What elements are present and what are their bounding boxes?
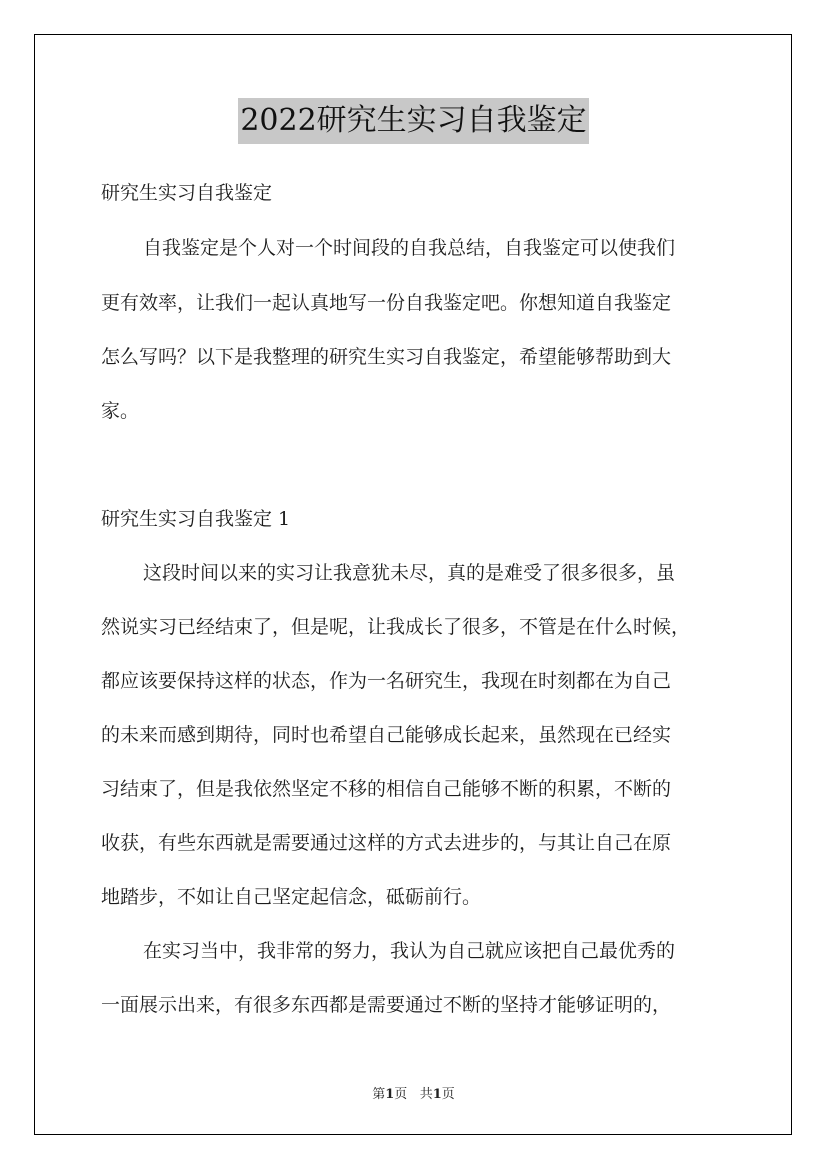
page-footer bbox=[0, 1083, 827, 1102]
paragraph-line: 怎么写吗？以下是我整理的研究生实习自我鉴定，希望能够帮助到大 bbox=[101, 346, 672, 368]
paragraph-line: 收获，有些东西就是需要通过这样的方式去进步的，与其让自己在原 bbox=[101, 832, 672, 854]
paragraph-line: 都应该要保持这样的状态，作为一名研究生，我现在时刻都在为自己 bbox=[101, 670, 672, 692]
footer-total-prefix: 共 bbox=[419, 1087, 433, 1102]
paragraph-line: 地踏步，不如让自己坚定起信念，砥砺前行。 bbox=[101, 886, 482, 908]
paragraph-line: 习结束了，但是我依然坚定不移的相信自己能够不断的积累，不断的 bbox=[101, 778, 672, 800]
subheading: 研究生实习自我鉴定 bbox=[101, 182, 273, 204]
paragraph-line: 然说实习已经结束了，但是呢，让我成长了很多，不管是在什么时候， bbox=[101, 616, 691, 638]
footer-page-suffix: 页 bbox=[394, 1087, 408, 1102]
paragraph-line: 的未来而感到期待，同时也希望自己能够成长起来，虽然现在已经实 bbox=[101, 724, 672, 746]
subheading: 研究生实习自我鉴定 1 bbox=[101, 508, 291, 530]
footer-page-prefix: 第 bbox=[372, 1087, 386, 1102]
paragraph-line: 自我鉴定是个人对一个时间段的自我总结，自我鉴定可以使我们 bbox=[143, 237, 676, 259]
footer-total-suffix: 页 bbox=[441, 1087, 455, 1102]
footer-page-number: 1 bbox=[385, 1087, 395, 1102]
paragraph-line: 在实习当中，我非常的努力，我认为自己就应该把自己最优秀的 bbox=[143, 940, 676, 962]
paragraph-line: 家。 bbox=[101, 400, 140, 422]
paragraph-line: 这段时间以来的实习让我意犹未尽，真的是难受了很多很多，虽 bbox=[143, 562, 676, 584]
footer-total-number: 1 bbox=[432, 1087, 442, 1102]
paragraph-line: 更有效率，让我们一起认真地写一份自我鉴定吧。你想知道自我鉴定 bbox=[101, 292, 672, 314]
title-container bbox=[0, 98, 827, 144]
document-title: 2022研究生实习自我鉴定 bbox=[238, 98, 588, 144]
paragraph-line: 一面展示出来，有很多东西都是需要通过不断的坚持才能够证明的， bbox=[101, 994, 672, 1016]
